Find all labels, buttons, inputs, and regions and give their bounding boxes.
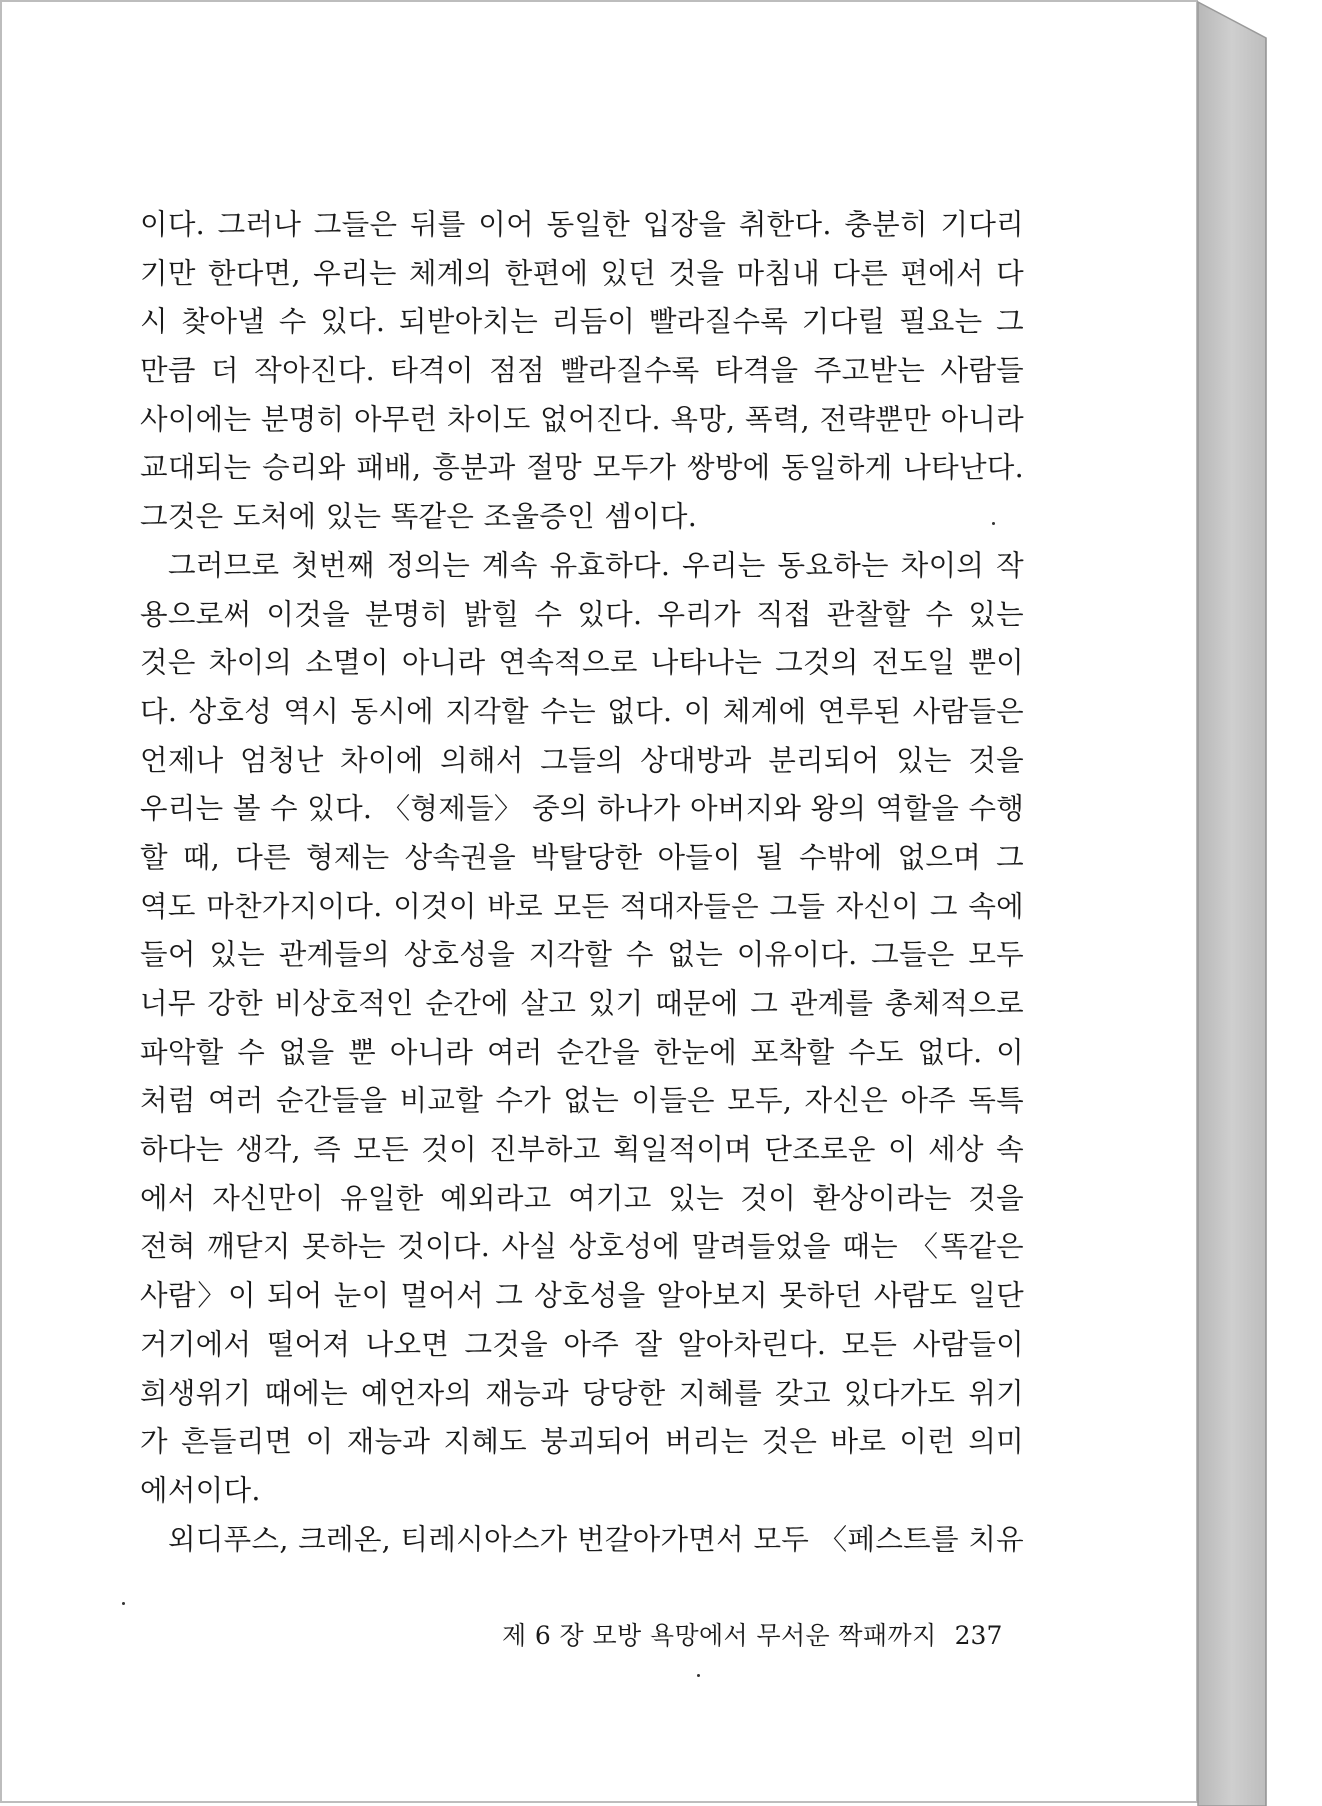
text-line: 언제나 엄청난 차이에 의해서 그들의 상대방과 분리되어 있는 것을 (140, 743, 1024, 777)
text-line: 역도 마찬가지이다. 이것이 바로 모든 적대자들은 그들 자신이 그 속에 (140, 889, 1024, 923)
text-line: 다. 상호성 역시 동시에 지각할 수는 없다. 이 체계에 연루된 사람들은 (140, 694, 1024, 728)
text-line: 파악할 수 없을 뿐 아니라 여러 순간을 한눈에 포착할 수도 없다. 이 (140, 1035, 1024, 1069)
text-line: 거기에서 떨어져 나오면 그것을 아주 잘 알아차린다. 모든 사람들이 (140, 1327, 1024, 1361)
text-line: 것은 차이의 소멸이 아니라 연속적으로 나타나는 그것의 전도일 뿐이 (140, 646, 1024, 680)
body-text (140, 201, 1024, 1564)
scan-speck (122, 1602, 125, 1605)
text-line: 전혀 깨닫지 못하는 것이다. 사실 상호성에 말려들었을 때는 〈똑같은 (140, 1230, 1024, 1264)
text-line: 할 때, 다른 형제는 상속권을 박탈당한 아들이 될 수밖에 없으며 그 (140, 840, 1024, 874)
text-line: 이다. 그러나 그들은 뒤를 이어 동일한 입장을 취한다. 충분히 기다리 (140, 208, 1024, 241)
page-number: 237 (954, 1621, 1003, 1650)
text-line: 사이에는 분명히 아무런 차이도 없어진다. 욕망, 폭력, 전략뿐만 아니라 (140, 402, 1024, 436)
running-footer (502, 1616, 1003, 1656)
text-line: 처럼 여러 순간들을 비교할 수가 없는 이들은 모두, 자신은 아주 독특 (140, 1084, 1024, 1118)
scan-speck (992, 522, 995, 525)
text-line: 하다는 생각, 즉 모든 것이 진부하고 획일적이며 단조로운 이 세상 속 (140, 1133, 1024, 1167)
chapter-title: 제 6 장 모방 욕망에서 무서운 짝패까지 (502, 1621, 937, 1650)
text-line: 용으로써 이것을 분명히 밝힐 수 있다. 우리가 직접 관찰할 수 있는 (140, 597, 1024, 631)
text-line: 가 흔들리면 이 재능과 지혜도 붕괴되어 버리는 것은 바로 이런 의미 (140, 1425, 1024, 1459)
text-line: 시 찾아낼 수 있다. 되받아치는 리듬이 빨라질수록 기다릴 필요는 그 (140, 305, 1024, 339)
text-line: 교대되는 승리와 패배, 흥분과 절망 모두가 쌍방에 동일하게 나타난다. (140, 451, 1024, 485)
book-side-edge (1196, 0, 1322, 1806)
text-line: 희생위기 때에는 예언자의 재능과 당당한 지혜를 갖고 있다가도 위기 (140, 1376, 1024, 1410)
text-line: 그러므로 첫번째 정의는 계속 유효하다. 우리는 동요하는 차이의 작 (168, 548, 1024, 582)
text-line: 기만 한다면, 우리는 체계의 한편에 있던 것을 마침내 다른 편에서 다 (140, 256, 1024, 290)
text-line: 우리는 볼 수 있다. 〈형제들〉 중의 하나가 아버지와 왕의 역할을 수행 (140, 792, 1025, 826)
text-line: 그것은 도처에 있는 똑같은 조울증인 셈이다. (140, 500, 698, 534)
text-line: 만큼 더 작아진다. 타격이 점점 빨라질수록 타격을 주고받는 사람들 (140, 354, 1024, 388)
text-line: 너무 강한 비상호적인 순간에 살고 있기 때문에 그 관계를 총체적으로 (140, 987, 1024, 1020)
scan-speck (697, 1674, 700, 1677)
text-line: 들어 있는 관계들의 상호성을 지각할 수 없는 이유이다. 그들은 모두 (140, 938, 1024, 972)
text-line: 에서 자신만이 유일한 예외라고 여기고 있는 것이 환상이라는 것을 (140, 1181, 1024, 1215)
text-line: 외디푸스, 크레온, 티레시아스가 번갈아가면서 모두 〈페스트를 치유 (168, 1522, 1024, 1556)
text-line: 에서이다. (140, 1473, 261, 1507)
text-line: 사람〉이 되어 눈이 멀어서 그 상호성을 알아보지 못하던 사람도 일단 (140, 1279, 1024, 1313)
